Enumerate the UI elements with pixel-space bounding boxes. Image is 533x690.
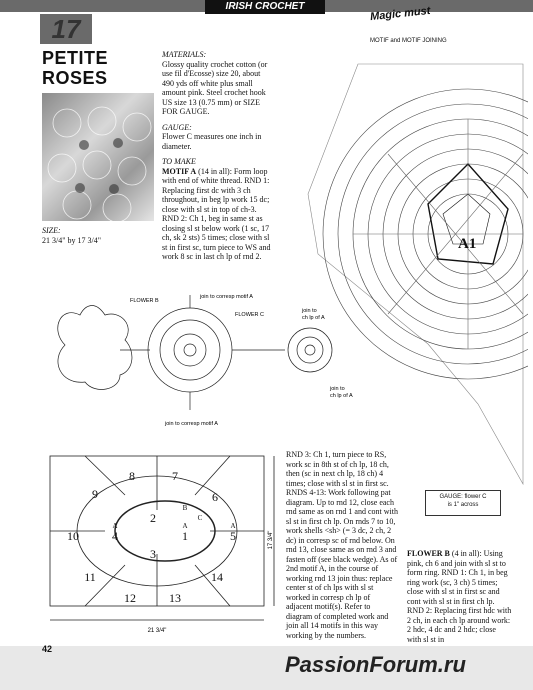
cell-2: 2 [150, 511, 156, 525]
gauge-box [425, 490, 501, 516]
join-bottom-label: join to corresp motif A [165, 421, 218, 427]
letter-a-1: A [182, 522, 188, 530]
motif-a-label: MOTIF A [162, 166, 197, 176]
to-make-label: TO MAKE [162, 157, 196, 166]
layout-diagram [40, 450, 280, 640]
cell-10: 10 [67, 529, 79, 543]
cell-9: 9 [92, 487, 98, 501]
letter-a-2: A [230, 522, 236, 530]
cell-11: 11 [84, 570, 96, 584]
cell-13: 13 [169, 591, 181, 605]
gauge-box-line-2: is 1" across [447, 502, 479, 508]
gauge-text: Flower C measures one inch in diameter. [162, 132, 262, 151]
flower-c-label: FLOWER C [235, 312, 265, 318]
cell-6: 6 [212, 490, 218, 504]
cell-3: 3 [150, 547, 156, 561]
motif-diagram-title: MOTIF and MOTIF JOINING [370, 38, 447, 44]
join-right-label-3: join to [330, 386, 345, 392]
join-right-label-1: join to [302, 308, 317, 314]
pattern-title [42, 48, 108, 88]
motif-a-paragraph [162, 167, 272, 262]
join-right-label-2: ch lp of A [302, 315, 325, 321]
size-block [42, 226, 101, 246]
cell-8: 8 [129, 469, 135, 483]
width-label: 21 3/4" [147, 628, 167, 634]
cell-5: 5 [230, 529, 236, 543]
cell-12: 12 [124, 591, 136, 605]
flower-b-paragraph [407, 549, 512, 644]
product-photo [42, 93, 154, 221]
title-line-2: ROSES [42, 68, 108, 88]
pattern-number: 17 [40, 14, 92, 44]
title-line-1: PETITE [42, 48, 109, 68]
photo-illustration [42, 93, 154, 221]
materials-label: MATERIALS: [162, 50, 207, 59]
cell-4: 4 [112, 529, 118, 543]
motif-label: A1 [458, 236, 477, 252]
flower-b-label: FLOWER B [130, 298, 159, 304]
watermark: PassionForum.ru [285, 652, 466, 677]
letter-b: B [182, 504, 188, 512]
gauge-label: GAUGE: [162, 122, 192, 132]
materials-text: Glossy quality crochet cotton (or use fil d'Ecosse) size 20, about 490 yds off white plus small amount pink. Steel crochet hook US size 13 (0.75 mm) or SIZE FOR GAUGE. [162, 59, 268, 116]
flower-b-text: (4 in all): Using pink, ch 6 and join with sl st to form ring. RND 1: Ch 1, in beg ring work (sc, 3 ch) 5 times; close with sl st in first sc and cont with sl st in first ch lp. RND 2: Replacing first hdc with 2 ch, in each ch lp around work: 2 hdc, 4 dc and 2 hdc; close with sl st in [407, 549, 512, 644]
cell-14: 14 [211, 570, 223, 584]
gauge-box-line-1: GAUGE: flower C [439, 494, 487, 500]
cell-7: 7 [172, 469, 178, 483]
cell-1: 1 [182, 529, 188, 543]
rnd3-paragraph: RND 3: Ch 1, turn piece to RS, work sc in 8th st of ch lp, 18 ch, then (sc in next ch lp, 18 ch) 4 times; close with sl st in first sc. RNDS 4-13: Work following pat diagram. Up to rnd 12, close each rnd same as on rnd 1 and cont with sl st in first ch lp. On rnds 7 to 10, work shells <sh> (= 3 dc, 2 ch, 2 dc) in corresp sc of rnd below. On rnd 13, close same as on rnd 3 and fasten off (see black wedge). As of 2nd motif A, in the course of working rnd 13 join thus: replace center st of ch lps with sl st worked in corresp ch lp of adjacent motif(s). Refer to diagram of completed work and join all 14 motifs in this way working by the numbers. [286, 450, 398, 640]
join-right-label-4: ch lp of A [330, 393, 353, 399]
magic-title: Magic must [369, 4, 431, 24]
join-top-label: join to corresp motif A [200, 294, 253, 300]
flower-b-label-text: FLOWER B [407, 549, 450, 558]
size-value: 21 3/4" by 17 3/4" [42, 236, 101, 245]
size-label: SIZE: [42, 226, 61, 235]
height-label: 17 3/4" [268, 530, 274, 550]
joining-diagram [40, 290, 370, 440]
section-banner: IRISH CROCHET [205, 0, 325, 14]
letter-a-3: A [112, 522, 118, 530]
page-number: 42 [42, 644, 53, 654]
motif-a-text: (14 in all): Form loop with end of white thread. RND 1: Replacing first dc with 3 ch throughout, in beg lp work 15 dc; close with sl st in top of ch-3. RND 2: Ch 1, beg in same st as closing sl st below work (1 sc, 17 ch, sk 2 sts) 5 times; close with sl st in first sc, turn piece to WS and work 8 sc in last ch lp of rnd 2. [162, 166, 271, 261]
letter-c: C [197, 514, 203, 522]
instructions-column [162, 50, 272, 262]
